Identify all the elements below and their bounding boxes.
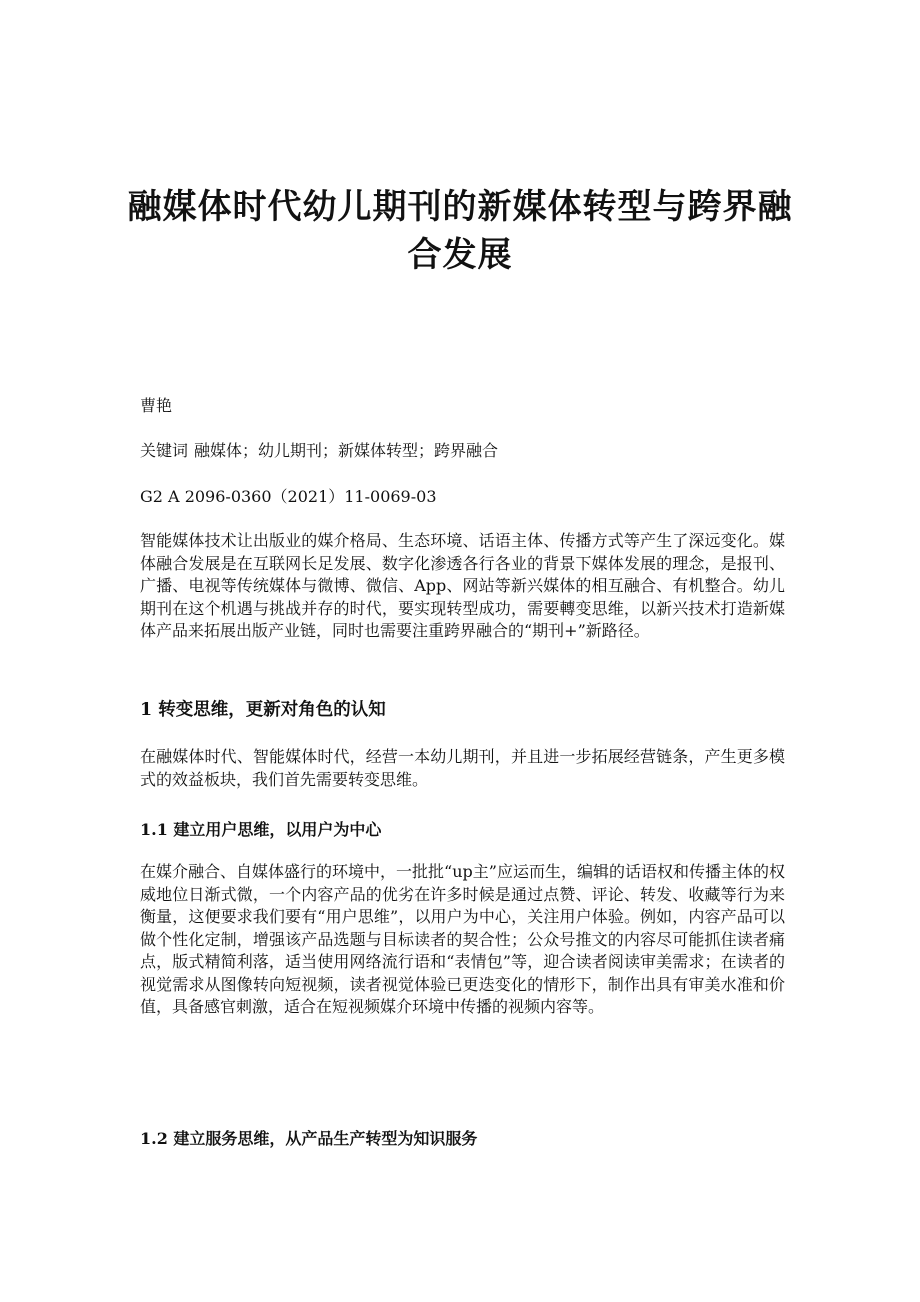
keywords: 融媒体；幼儿期刊；新媒体转型；跨界融合	[194, 441, 499, 460]
classification-number: G2 A 2096-0360（2021）11-0069-03	[140, 487, 437, 506]
section-1-intro: 在融媒体时代、智能媒体时代，经营一本幼儿期刊，并且进一步拓展经营链条，产生更多模式的效益板块，我们首先需要转变思维。	[140, 747, 785, 789]
abstract-paragraph: 智能媒体技术让出版业的媒介格局、生态环境、话语主体、传播方式等产生了深远变化。媒体融合发展是在互联网长足发展、数字化渗透各行各业的背景下媒体发展的理念，是报刊、广播、电视等传统媒体与微博、微信、App、网站等新兴媒体的相互融合、有机整合。幼儿期刊在这个机遇与挑战并存的时代，要实现转型成功，需要轉变思维，以新兴技术打造新媒体产品来拓展出版产业链，同时也需要注重跨界融合的“期刊+”新路径。	[140, 531, 785, 640]
section-1-2-heading: 1.2 建立服务思维，从产品生产转型为知识服务	[140, 1129, 478, 1148]
keywords-line	[140, 441, 785, 461]
section-1-1-body: 在媒介融合、自媒体盛行的环境中，一批批“up主”应运而生，编辑的话语权和传播主体的权威地位日渐式微，一个内容产品的优劣在许多时候是通过点赞、评论、转发、收藏等行为来衡量，这便要求我们要有“用户思维”，以用户为中心，关注用户体验。例如，内容产品可以做个性化定制，增强该产品选题与目标读者的契合性；公众号推文的内容尽可能抓住读者痛点，版式精简利落，适当使用网络流行语和“表情包”等，迎合读者阅读审美需求；在读者的视觉需求从图像转向短视频，读者视觉体验已更迭变化的情形下，制作出具有审美水准和价值，具备感官刺激，适合在短视频媒介环境中传播的视频内容等。	[140, 862, 785, 1016]
document-title: 融媒体时代幼儿期刊的新媒体转型与跨界融合发展	[127, 187, 793, 275]
keywords-label: 关键词	[140, 441, 189, 460]
section-1-1-heading: 1.1 建立用户思维，以用户为中心	[140, 820, 382, 839]
author: 曹艳	[140, 396, 173, 415]
section-1-heading: 1 转变思维，更新对角色的认知	[140, 700, 386, 720]
